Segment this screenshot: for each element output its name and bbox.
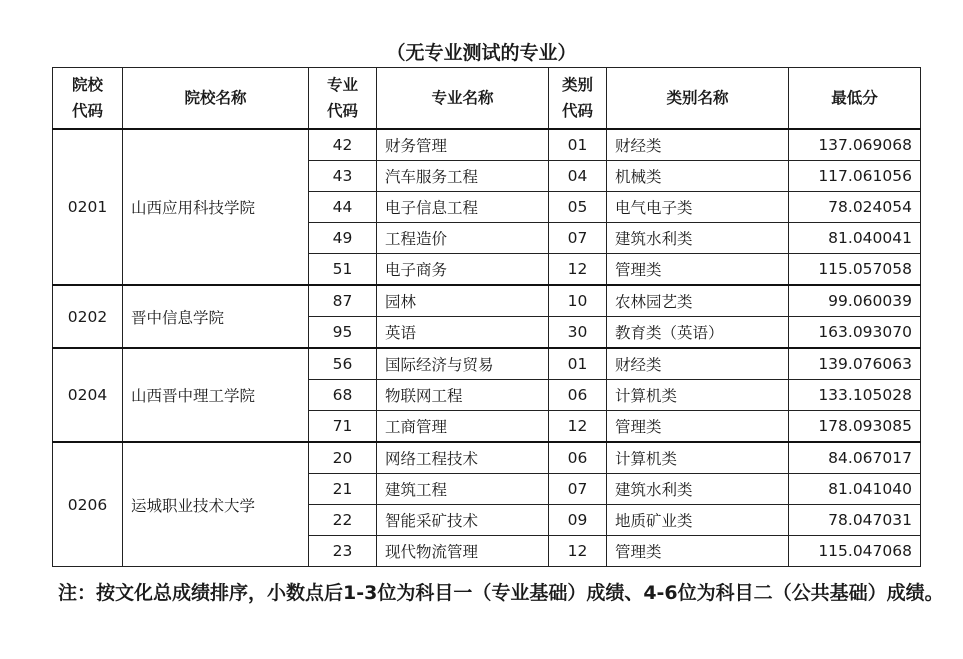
major-name-cell: 网络工程技术 bbox=[377, 442, 549, 474]
min-score-cell: 81.041040 bbox=[789, 474, 921, 505]
major-code-cell: 44 bbox=[309, 192, 377, 223]
school-name-cell: 晋中信息学院 bbox=[123, 285, 309, 348]
category-code-cell: 09 bbox=[549, 505, 607, 536]
min-score-cell: 133.105028 bbox=[789, 380, 921, 411]
admission-score-table bbox=[52, 67, 921, 567]
category-code-cell: 12 bbox=[549, 411, 607, 443]
category-name-cell: 管理类 bbox=[607, 254, 789, 286]
major-code-cell: 56 bbox=[309, 348, 377, 380]
category-name-cell: 计算机类 bbox=[607, 380, 789, 411]
major-code-cell: 21 bbox=[309, 474, 377, 505]
min-score-cell: 78.047031 bbox=[789, 505, 921, 536]
category-code-cell: 10 bbox=[549, 285, 607, 317]
min-score-cell: 163.093070 bbox=[789, 317, 921, 349]
category-code-cell: 07 bbox=[549, 474, 607, 505]
table-body bbox=[53, 129, 921, 567]
category-code-cell: 05 bbox=[549, 192, 607, 223]
school-name-cell: 山西应用科技学院 bbox=[123, 129, 309, 285]
min-score-cell: 117.061056 bbox=[789, 161, 921, 192]
major-name-cell: 工程造价 bbox=[377, 223, 549, 254]
category-code-cell: 06 bbox=[549, 380, 607, 411]
category-name-cell: 管理类 bbox=[607, 536, 789, 567]
school-code-cell: 0204 bbox=[53, 348, 123, 442]
school-name-cell: 山西晋中理工学院 bbox=[123, 348, 309, 442]
major-code-cell: 51 bbox=[309, 254, 377, 286]
category-name-cell: 建筑水利类 bbox=[607, 223, 789, 254]
major-code-cell: 71 bbox=[309, 411, 377, 443]
major-code-cell: 43 bbox=[309, 161, 377, 192]
major-name-cell: 园林 bbox=[377, 285, 549, 317]
footnote: 注：按文化总成绩排序，小数点后1-3位为科目一（专业基础）成绩、4-6位为科目二（公共基础）成绩。 bbox=[58, 582, 944, 604]
category-code-cell: 01 bbox=[549, 129, 607, 161]
category-code-cell: 01 bbox=[549, 348, 607, 380]
min-score-cell: 139.076063 bbox=[789, 348, 921, 380]
major-code-cell: 23 bbox=[309, 536, 377, 567]
school-name-cell: 运城职业技术大学 bbox=[123, 442, 309, 567]
min-score-cell: 115.057058 bbox=[789, 254, 921, 286]
table-row bbox=[53, 442, 921, 474]
major-code-cell: 95 bbox=[309, 317, 377, 349]
major-name-cell: 财务管理 bbox=[377, 129, 549, 161]
major-name-cell: 现代物流管理 bbox=[377, 536, 549, 567]
category-name-cell: 地质矿业类 bbox=[607, 505, 789, 536]
header-category-code: 类别 代码 bbox=[549, 68, 607, 130]
major-name-cell: 电子商务 bbox=[377, 254, 549, 286]
table-row bbox=[53, 348, 921, 380]
header-min-score: 最低分 bbox=[789, 68, 921, 130]
major-name-cell: 工商管理 bbox=[377, 411, 549, 443]
major-name-cell: 电子信息工程 bbox=[377, 192, 549, 223]
category-name-cell: 计算机类 bbox=[607, 442, 789, 474]
major-code-cell: 20 bbox=[309, 442, 377, 474]
major-name-cell: 国际经济与贸易 bbox=[377, 348, 549, 380]
major-code-cell: 22 bbox=[309, 505, 377, 536]
major-name-cell: 物联网工程 bbox=[377, 380, 549, 411]
major-name-cell: 智能采矿技术 bbox=[377, 505, 549, 536]
major-code-cell: 68 bbox=[309, 380, 377, 411]
major-name-cell: 建筑工程 bbox=[377, 474, 549, 505]
category-name-cell: 教育类（英语） bbox=[607, 317, 789, 349]
min-score-cell: 99.060039 bbox=[789, 285, 921, 317]
major-code-cell: 87 bbox=[309, 285, 377, 317]
category-code-cell: 30 bbox=[549, 317, 607, 349]
school-code-cell: 0202 bbox=[53, 285, 123, 348]
header-school-name: 院校名称 bbox=[123, 68, 309, 130]
min-score-cell: 81.040041 bbox=[789, 223, 921, 254]
major-code-cell: 49 bbox=[309, 223, 377, 254]
header-major-code: 专业 代码 bbox=[309, 68, 377, 130]
category-code-cell: 07 bbox=[549, 223, 607, 254]
table-row bbox=[53, 285, 921, 317]
school-code-cell: 0201 bbox=[53, 129, 123, 285]
header-major-name: 专业名称 bbox=[377, 68, 549, 130]
category-code-cell: 06 bbox=[549, 442, 607, 474]
min-score-cell: 115.047068 bbox=[789, 536, 921, 567]
header-school-code: 院校 代码 bbox=[53, 68, 123, 130]
min-score-cell: 84.067017 bbox=[789, 442, 921, 474]
major-name-cell: 汽车服务工程 bbox=[377, 161, 549, 192]
category-name-cell: 农林园艺类 bbox=[607, 285, 789, 317]
category-name-cell: 管理类 bbox=[607, 411, 789, 443]
table-row bbox=[53, 129, 921, 161]
category-code-cell: 12 bbox=[549, 254, 607, 286]
min-score-cell: 137.069068 bbox=[789, 129, 921, 161]
category-name-cell: 建筑水利类 bbox=[607, 474, 789, 505]
school-code-cell: 0206 bbox=[53, 442, 123, 567]
header-row bbox=[53, 68, 921, 130]
category-code-cell: 12 bbox=[549, 536, 607, 567]
major-code-cell: 42 bbox=[309, 129, 377, 161]
category-name-cell: 电气电子类 bbox=[607, 192, 789, 223]
category-code-cell: 04 bbox=[549, 161, 607, 192]
table-title: （无专业测试的专业） bbox=[386, 42, 577, 64]
category-name-cell: 机械类 bbox=[607, 161, 789, 192]
header-category-name: 类别名称 bbox=[607, 68, 789, 130]
major-name-cell: 英语 bbox=[377, 317, 549, 349]
category-name-cell: 财经类 bbox=[607, 348, 789, 380]
min-score-cell: 78.024054 bbox=[789, 192, 921, 223]
category-name-cell: 财经类 bbox=[607, 129, 789, 161]
min-score-cell: 178.093085 bbox=[789, 411, 921, 443]
